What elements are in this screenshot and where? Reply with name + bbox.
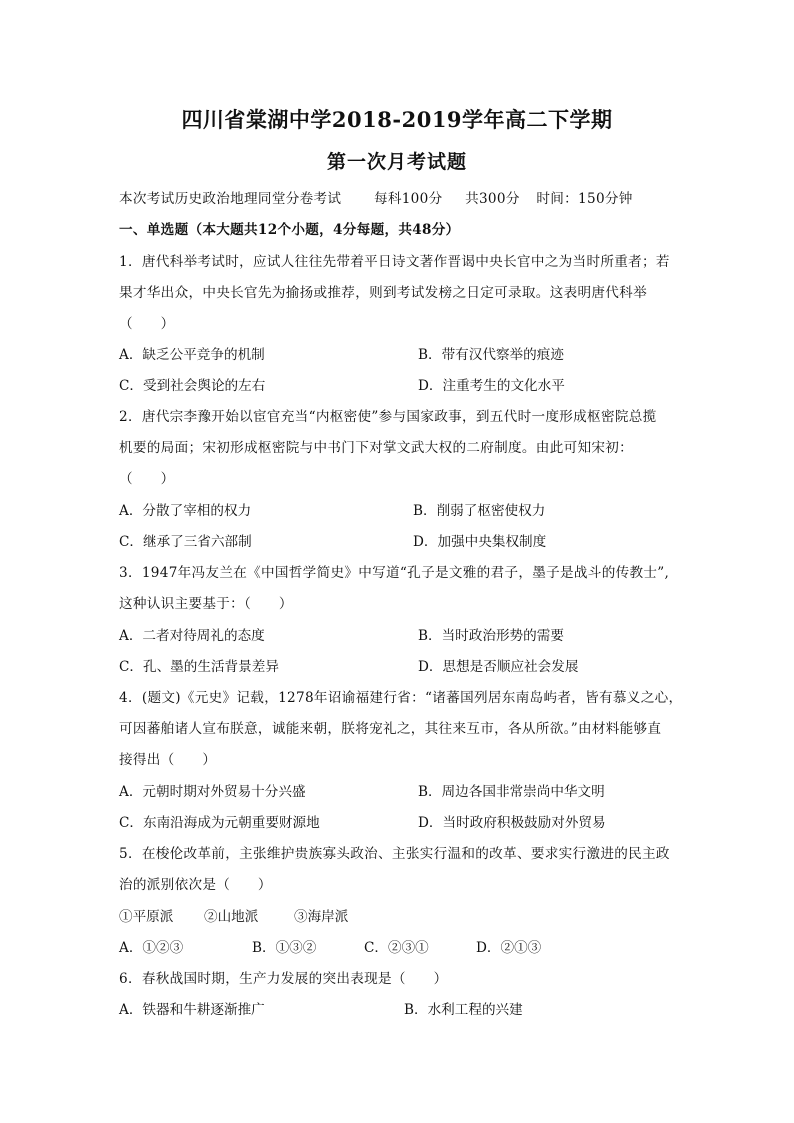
question-5-faction-1: ①平原派 xyxy=(119,909,174,925)
question-3-option-c: C．孔、墨的生活背景差异 xyxy=(119,659,279,675)
question-5-faction-2: ②山地派 xyxy=(204,909,259,925)
question-3-option-b: B．当时政治形势的需要 xyxy=(418,628,564,644)
question-4-option-b: B．周边各国非常崇尚中华文明 xyxy=(418,784,605,800)
question-3-line-2: 这种认识主要基于：（ ） xyxy=(119,596,293,612)
exam-info-time: 时间：150分钟 xyxy=(536,191,633,207)
question-2-line-3: （ ） xyxy=(119,471,175,487)
question-6-option-a: A．铁器和牛耕逐渐推广 xyxy=(119,1002,265,1018)
question-1-line-2: 果才华出众，中央长官先为揄扬或推荐，则到考试发榜之日定可录取。这表明唐代科举 xyxy=(119,285,647,301)
question-1-option-c: C．受到社会舆论的左右 xyxy=(119,378,266,394)
question-5-line-1: 5．在梭伦改革前，主张维护贵族寡头政治、主张实行温和的改革、要求实行激进的民主政 xyxy=(119,846,670,862)
question-3-option-a: A．二者对待周礼的态度 xyxy=(119,628,265,644)
question-5-line-2: 治的派别依次是（ ） xyxy=(119,877,272,893)
question-6-line-1: 6．春秋战国时期，生产力发展的突出表现是（ ） xyxy=(119,971,448,987)
exam-subtitle: 第一次月考试题 xyxy=(326,151,467,173)
exam-info-intro: 本次考试历史政治地理同堂分卷考试 xyxy=(119,191,342,207)
question-1-option-b: B．带有汉代察举的痕迹 xyxy=(418,347,564,363)
exam-info-per-subject: 每科100分 xyxy=(373,191,443,207)
question-2-line-2: 机要的局面；宋初形成枢密院与中书门下对掌文武大权的二府制度。由此可知宋初： xyxy=(119,440,634,456)
question-5-option-b: B．①③② xyxy=(252,940,317,956)
question-3-option-d: D．思想是否顺应社会发展 xyxy=(418,659,579,675)
question-1-option-d: D．注重考生的文化水平 xyxy=(418,378,565,394)
section-heading: 一、单选题（本大题共12个小题，4分每题，共48分） xyxy=(119,222,460,238)
exam-title: 四川省棠湖中学2018-2019学年高二下学期 xyxy=(181,107,613,132)
question-4-line-1: 4．(题文)《元史》记载，1278年诏谕福建行省：“诸蕃国列居东南岛屿者，皆有慕义之心， xyxy=(119,690,683,706)
question-1-line-3: （ ） xyxy=(119,316,175,332)
question-5-option-a: A．①②③ xyxy=(119,940,184,956)
question-4-option-d: D．当时政府积极鼓励对外贸易 xyxy=(418,815,606,831)
question-5-option-d: D．②①③ xyxy=(476,940,542,956)
question-2-line-1: 2．唐代宗李豫开始以宦官充当“内枢密使”参与国家政事，到五代时一度形成枢密院总揽 xyxy=(119,409,657,425)
question-5-faction-3: ③海岸派 xyxy=(294,909,349,925)
question-3-line-1: 3．1947年冯友兰在《中国哲学简史》中写道“孔子是文雅的君子，墨子是战斗的传教士”, xyxy=(119,565,670,581)
question-5-option-c: C．②③① xyxy=(364,940,429,956)
question-2-option-a: A．分散了宰相的权力 xyxy=(119,503,252,519)
question-1-line-1: 1．唐代科举考试时，应试人往往先带着平日诗文著作晋谒中央长官中之为当时所重者；若 xyxy=(119,254,670,270)
question-4-line-3: 接得出（ ） xyxy=(119,752,217,768)
question-1-option-a: A．缺乏公平竞争的机制 xyxy=(119,347,265,363)
question-4-option-c: C．东南沿海成为元朝重要财源地 xyxy=(119,815,320,831)
question-4-option-a: A．元朝时期对外贸易十分兴盛 xyxy=(119,784,306,800)
question-4-line-2: 可因蕃舶诸人宣布朕意，诚能来朝，朕将宠礼之，其往来互市，各从所欲。”由材料能够直 xyxy=(119,721,662,737)
exam-info xyxy=(119,187,633,207)
question-2-option-c: C．继承了三省六部制 xyxy=(119,534,252,550)
exam-info-total: 共300分 xyxy=(465,191,520,207)
question-2-option-b: B．削弱了枢密使权力 xyxy=(413,503,546,519)
question-6-option-b: B．水利工程的兴建 xyxy=(404,1002,523,1018)
question-2-option-d: D．加强中央集权制度 xyxy=(413,534,547,550)
